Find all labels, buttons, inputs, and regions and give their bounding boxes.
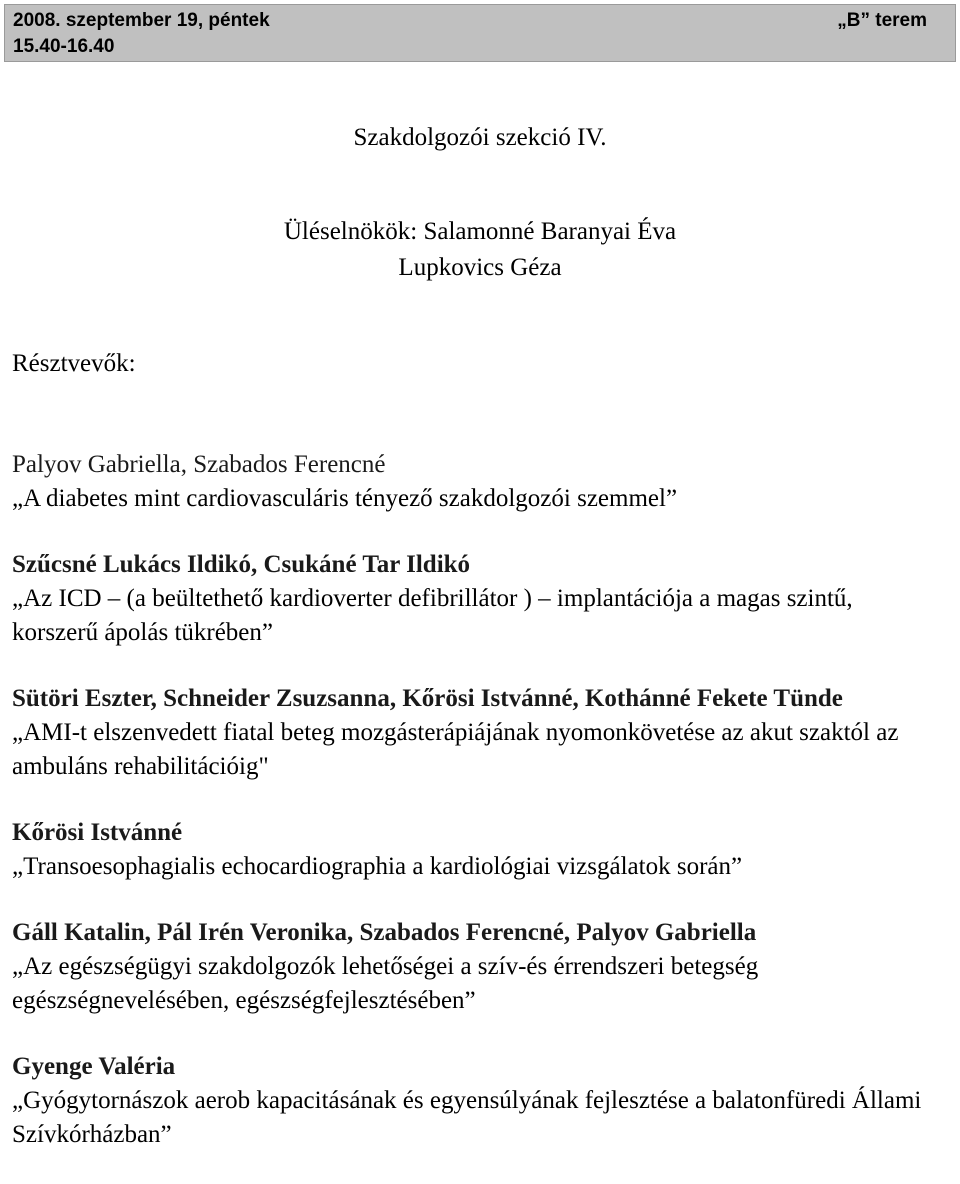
chairs-line-2: Lupkovics Géza xyxy=(398,254,562,281)
talk-item xyxy=(12,1050,942,1152)
session-room: „B” terem xyxy=(837,10,927,31)
talk-title: „Gyógytornászok aerob kapacitásának és egyensúlyának fejlesztése a balatonfüredi Állami Szívkórházban” xyxy=(12,1087,922,1148)
talk-title: „A diabetes mint cardiovasculáris tényező szakdolgozói szemmel” xyxy=(12,485,678,512)
talk-list xyxy=(12,448,942,1184)
participants-label: Résztvevők: xyxy=(12,350,136,377)
talk-item xyxy=(12,682,942,784)
session-chairs xyxy=(0,214,960,286)
chairs-line-1: Üléselnökök: Salamonné Baranyai Éva xyxy=(283,218,677,245)
session-time: 15.40-16.40 xyxy=(13,36,115,57)
section-title: Szakdolgozói szekció IV. xyxy=(353,124,607,151)
talk-title: „Transoesophagialis echocardiographia a kardiológiai vizsgálatok során” xyxy=(12,853,743,880)
talk-item xyxy=(12,548,942,650)
session-date: 2008. szeptember 19, péntek xyxy=(13,10,270,31)
talk-authors: Palyov Gabriella, Szabados Ferencné xyxy=(12,451,386,478)
talk-authors: Sütöri Eszter, Schneider Zsuzsanna, Kőrösi Istvánné, Kothánné Fekete Tünde xyxy=(12,685,843,712)
talk-item xyxy=(12,916,942,1018)
talk-title: „Az ICD – (a beültethető kardioverter defibrillátor ) – implantációja a magas szintű, korszerű ápolás tükrében” xyxy=(12,585,853,646)
talk-authors: Kőrösi Istvánné xyxy=(12,819,183,846)
session-header xyxy=(4,4,956,62)
talk-item xyxy=(12,448,942,516)
talk-authors: Gyenge Valéria xyxy=(12,1053,176,1080)
talk-title: „AMI-t elszenvedett fiatal beteg mozgásterápiájának nyomonkövetése az akut szaktól az ambuláns rehabilitációig" xyxy=(12,719,899,780)
talk-title: „Az egészségügyi szakdolgozók lehetőségei a szív-és érrendszeri betegség egészségnevelésében, egészségfejlesztésében” xyxy=(12,953,759,1014)
talk-authors: Gáll Katalin, Pál Irén Veronika, Szabados Ferencné, Palyov Gabriella xyxy=(12,919,757,946)
talk-item xyxy=(12,816,942,884)
talk-authors: Szűcsné Lukács Ildikó, Csukáné Tar Ildikó xyxy=(12,551,471,578)
